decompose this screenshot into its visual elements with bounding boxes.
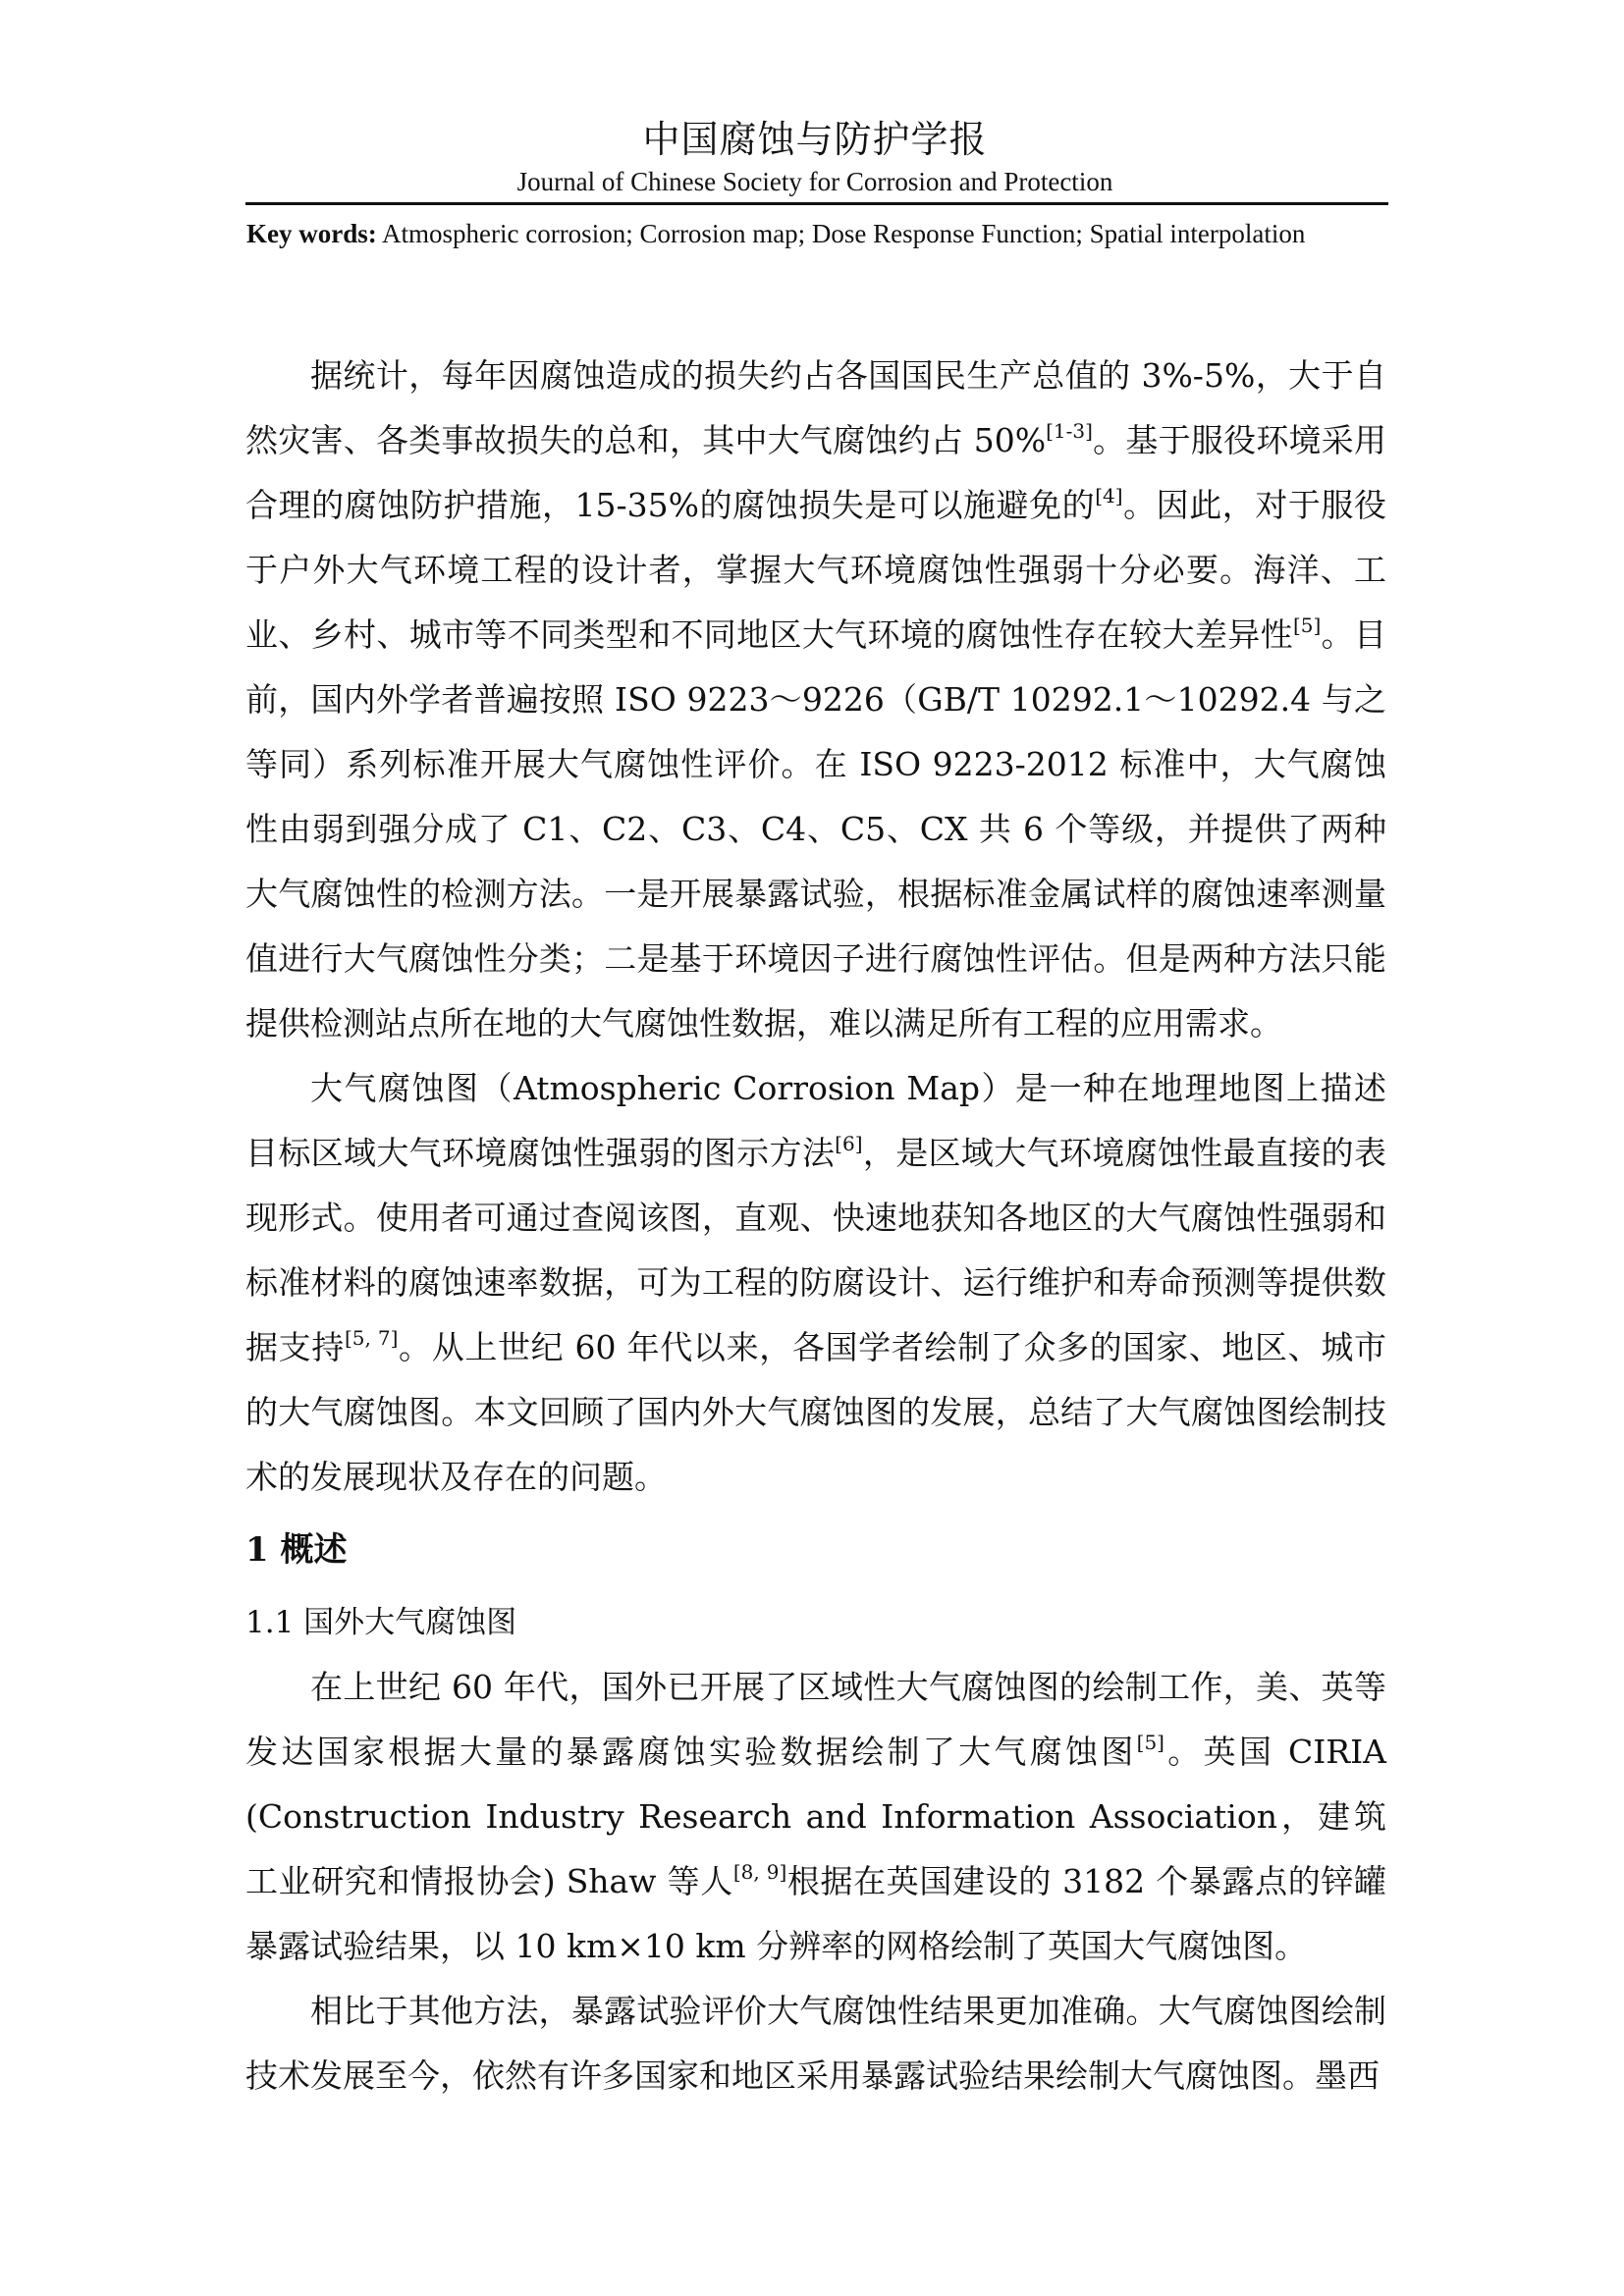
text-run: 大气腐蚀图（Atmospheric Corrosion Map）是一种在地理地图上描述目标区域大气环境腐蚀性强弱的图示方法 bbox=[245, 1069, 1386, 1172]
citation-ref: [6] bbox=[835, 1132, 863, 1155]
citation-ref: [1-3] bbox=[1046, 419, 1093, 443]
text-run: 。因此，对于服役于户外大气环境工程的设计者，掌握大气环境腐蚀性强弱十分必要。海洋、工业、乡村、城市等不同类型和不同地区大气环境的腐蚀性存在较大差异性 bbox=[245, 486, 1386, 654]
journal-title-english: Journal of Chinese Society for Corrosion and Protection bbox=[516, 167, 1113, 196]
body-text bbox=[245, 344, 1386, 2109]
citation-ref: [8, 9] bbox=[732, 1860, 787, 1884]
text-run: 。目前，国内外学者普遍按照 ISO 9223～9226（GB/T 10292.1～10292.4 与之等同）系列标准开展大气腐蚀性评价。在 ISO 9223-2012 标准中，大气腐蚀性由弱到强分成了 C1、C2、C3、C4、C5、CX 共 6 个等级，并提供了两种大气腐蚀性的检测方法。一是开展暴露试验，根据标准金属试样的腐蚀速率测量值进行大气腐蚀性分类；二是基于环境因子进行腐蚀性评估。但是两种方法只能提供检测站点所在地的大气腐蚀性数据，难以满足所有工程的应用需求。 bbox=[245, 615, 1387, 1042]
text-run: 。英国 CIRIA (Construction Industry Research and Information Association，建筑工业研究和情报协会) Shaw 等人 bbox=[245, 1733, 1386, 1900]
keywords bbox=[246, 212, 1386, 255]
paragraph-intro-1 bbox=[245, 344, 1386, 1056]
keywords-label: Key words: bbox=[246, 219, 377, 248]
text-run: ，是区域大气环境腐蚀性最直接的表现形式。使用者可通过查阅该图，直观、快速地获知各地区的大气腐蚀性强弱和标准材料的腐蚀速率数据，可为工程的防腐设计、运行维护和寿命预测等提供数据支持 bbox=[245, 1134, 1387, 1366]
section-heading: 1 概述 bbox=[245, 1530, 348, 1570]
keywords-text: Atmospheric corrosion; Corrosion map; Dose Response Function; Spatial interpolation bbox=[376, 219, 1306, 248]
paragraph-section-2 bbox=[245, 1979, 1386, 2109]
text-run: 。基于服役环境采用合理的腐蚀防护措施，15-35%的腐蚀损失是可以施避免的 bbox=[245, 421, 1387, 524]
text-run: 根据在英国建设的 3182 个暴露点的锌罐暴露试验结果，以 10 km×10 km 分辨率的网格绘制了英国大气腐蚀图。 bbox=[245, 1862, 1386, 1965]
paragraph-section-1 bbox=[245, 1655, 1386, 1979]
text-run: 据统计，每年因腐蚀造成的损失约占各国国民生产总值的 3%-5%，大于自然灾害、各类事故损失的总和，其中大气腐蚀约占 50% bbox=[245, 356, 1386, 459]
citation-ref: [4] bbox=[1095, 484, 1123, 507]
text-run: 相比于其他方法，暴露试验评价大气腐蚀性结果更加准确。大气腐蚀图绘制技术发展至今，依然有许多国家和地区采用暴露试验结果绘制大气腐蚀图。墨西 bbox=[245, 1992, 1386, 2095]
text-run: 在上世纪 60 年代，国外已开展了区域性大气腐蚀图的绘制工作，美、英等发达国家根据大量的暴露腐蚀实验数据绘制了大气腐蚀图 bbox=[245, 1668, 1386, 1771]
citation-ref: [5] bbox=[1136, 1731, 1164, 1754]
citation-ref: [5, 7] bbox=[344, 1326, 399, 1350]
paragraph-intro-2 bbox=[245, 1056, 1386, 1510]
text-run: 。从上世纪 60 年代以来，各国学者绘制了众多的国家、地区、城市的大气腐蚀图。本文回顾了国内外大气腐蚀图的发展，总结了大气腐蚀图绘制技术的发展现状及存在的问题。 bbox=[245, 1328, 1386, 1496]
journal-title-chinese: 中国腐蚀与防护学报 bbox=[642, 118, 988, 161]
header-divider bbox=[245, 202, 1388, 205]
subsection-heading: 1.1 国外大气腐蚀图 bbox=[245, 1605, 517, 1640]
citation-ref: [5] bbox=[1292, 614, 1322, 637]
